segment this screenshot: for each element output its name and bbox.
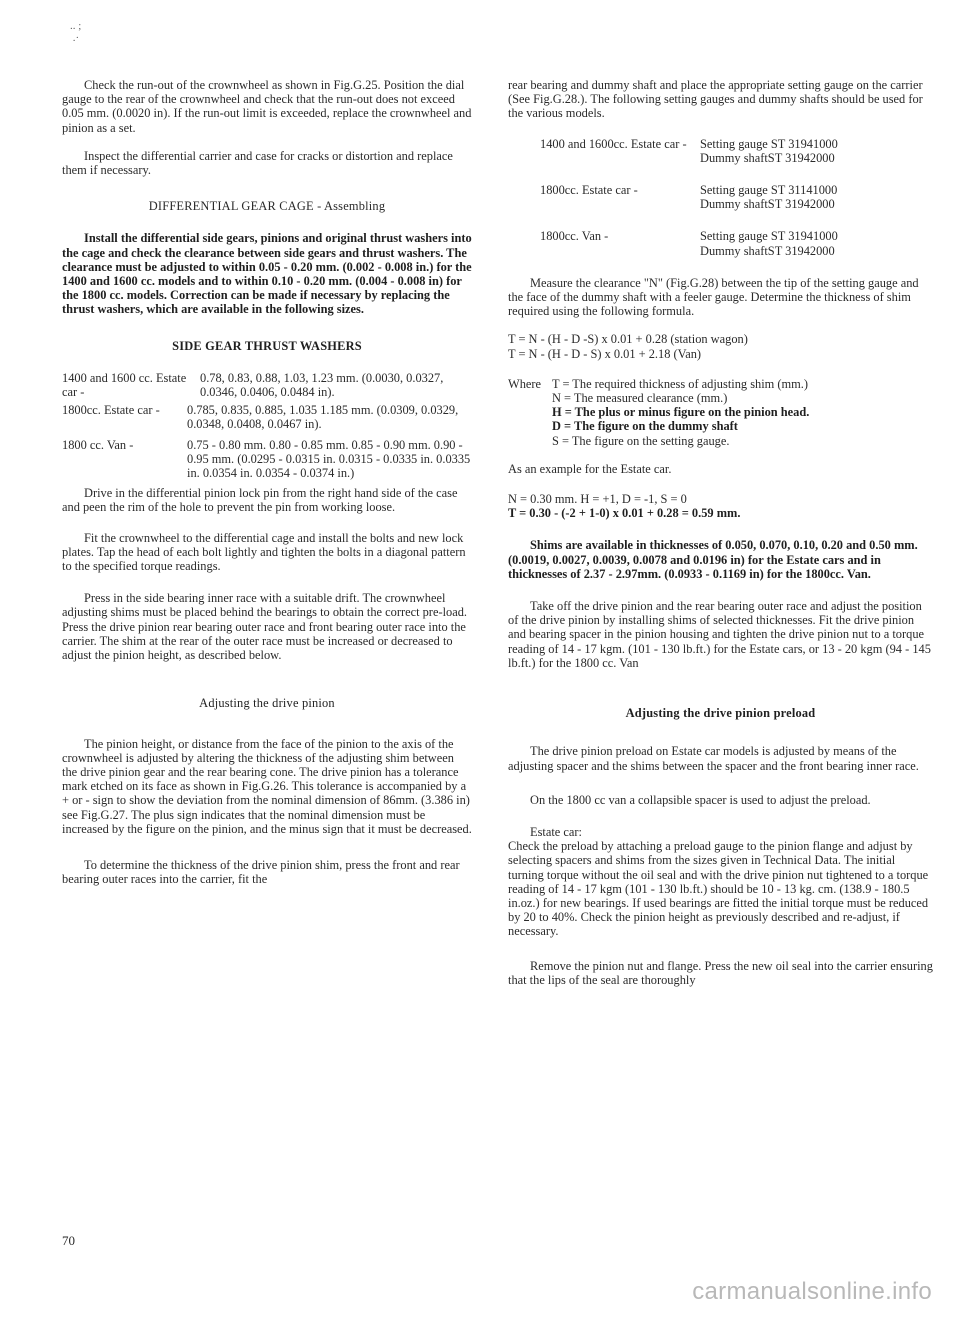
estate-car-label: Estate car: [530, 824, 582, 839]
heading-gear-cage: DIFFERENTIAL GEAR CAGE - Assembling [148, 199, 386, 214]
paragraph-fit-crownwheel: Fit the crownwheel to the differential cage and install the bolts and new lock plates. Tap the head of each bolt lightly and tighten the bolts in a diagonal pattern to the specified torque readings. [62, 530, 466, 574]
washer-sizes: 0.785, 0.835, 0.885, 1.035 1.185 mm. (0.0309, 0.0329, 0.0348, 0.0408, 0.0467 in). [187, 403, 459, 432]
formula-van: T = N - (H - D - S) x 0.01 + 2.18 (Van) [508, 346, 702, 361]
heading-pinion-preload: Adjusting the drive pinion preload [625, 706, 816, 721]
gauge-row [508, 137, 933, 165]
gauge-line: Dummy shaftST 31942000 [700, 150, 835, 165]
gauge-line: Setting gauge ST 31141000 [700, 183, 838, 198]
paragraph-setting-gauge: rear bearing and dummy shaft and place the appropriate setting gauge on the carrier (See Fig.G.28.). The following setting gauges and dummy shafts should be used for the various models. [508, 78, 923, 121]
washer-model: 1800 cc. Van - [62, 437, 134, 452]
paragraph-lock-pin: Drive in the differential pinion lock pin from the right hand side of the case and peen the rim of the hole to prevent the pin from working loose. [62, 486, 458, 515]
paragraph-preload-estate: The drive pinion preload on Estate car models is adjusted by means of the adjusting spacer and the shims between the spacer and the front bearing inner race. [508, 744, 919, 773]
example-intro: As an example for the Estate car. [508, 461, 672, 476]
gauge-line: Dummy shaftST 31942000 [700, 243, 835, 258]
example-result: T = 0.30 - (-2 + 1-0) x 0.01 + 0.28 = 0.59 mm. [508, 506, 741, 521]
paragraph-shims-available: Shims are available in thicknesses of 0.050, 0.070, 0.10, 0.20 and 0.50 mm. (0.0019, 0.0027, 0.0039, 0.0078 and 0.0196 in) for the Estate cars and in thicknesses of 2.37 - 2.97mm. (0.0933 - 0.1169 in) for the 1800cc. Van. [508, 538, 918, 581]
gauge-line: Setting gauge ST 31941000 [700, 229, 838, 244]
washer-sizes: 0.78, 0.83, 0.88, 1.03, 1.23 mm. (0.0030, 0.0327, 0.0346, 0.0406, 0.0484 in). [200, 370, 444, 400]
washer-model: 1400 and 1600 cc. Estate car - [62, 370, 187, 400]
formula-definitions [508, 377, 933, 448]
def-value: D = The figure on the dummy shaft [552, 419, 738, 434]
paragraph-install-side-gears: Install the differential side gears, pinions and original thrust washers into the cage and check the clearance between side gears and thrust washers. The clearance must be adjusted to within 0.05 - 0.20 mm. (0.002 - 0.008 in.) for the 1400 and 1600 cc. models and to within 0.10 - 0.20 mm. (0.004 - 0.008 in) for the 1800 cc. models. Correction can be made if necessary by replacing the thrust washers, which are available in the following sizes. [62, 231, 472, 317]
paragraph-inspect-carrier: Inspect the differential carrier and case for cracks or distortion and replace them if necessary. [62, 148, 453, 178]
heading-adjust-pinion: Adjusting the drive pinion [199, 696, 335, 711]
paragraph-oil-seal: Remove the pinion nut and flange. Press the new oil seal into the carrier ensuring that the lips of the seal are thoroughly [508, 958, 933, 987]
example-values: N = 0.30 mm. H = +1, D = -1, S = 0 [508, 492, 687, 507]
def-key [508, 434, 552, 448]
right-column [508, 78, 933, 1001]
page-number: 70 [62, 1233, 75, 1248]
gauge-parts [700, 137, 933, 165]
def-value: H = The plus or minus figure on the pinion head. [552, 405, 810, 420]
scan-mark: .. ; .· [70, 20, 82, 44]
heading-thrust-washers: SIDE GEAR THRUST WASHERS [172, 338, 362, 353]
paragraph-pinion-height: The pinion height, or distance from the face of the pinion to the axis of the crownwheel is adjusted by altering the thickness of the adjusting shim between the drive pinion gear and the rear bearing cone. The drive pinion has a tolerance mark etched on its face as shown in Fig.G.26. This tolerance is accompanied by a + or - sign to show the deviation from the nominal dimension of 86mm. (3.386 in) see Fig.G.27. The plus sign indicates that the nominal dimension must be increased by the figure on the pinion, and the minus sign that it must be decreased. [62, 736, 472, 836]
left-column [62, 78, 472, 900]
formula-station-wagon: T = N - (H - D -S) x 0.01 + 0.28 (station wagon) [508, 332, 748, 347]
gauge-line: Dummy shaftST 31942000 [700, 197, 835, 212]
washer-row [62, 438, 472, 481]
paragraph-collapsible-spacer: On the 1800 cc van a collapsible spacer is used to adjust the preload. [530, 792, 871, 807]
paragraph-side-bearing: Press in the side bearing inner race with a suitable drift. The crownwheel adjusting shims must be placed behind the bearings to obtain the correct pre-load. Press the drive pinion rear bearing outer race and front bearing outer race into the carrier. The shim at the rear of the outer race must be increased or decreased to adjust the pinion height, as described below. [62, 591, 467, 663]
estate-car-text: Check the preload by attaching a preload gauge to the pinion flange and adjust by selecting spacers and shims from the sizes given in Technical Data. The initial turning torque without the oil seal and with the drive pinion nut tightened to a torque reading of 14 - 17 kgm (101 - 130 lb.ft.) should be 10 - 13 kg. cm. (138.9 - 180.5 in.oz.) for new bearings. If used bearings are fitted the initial torque must be reduced by 20 to 40%. Check the pinion height as previously described and re-adjust, if necessary. [508, 839, 929, 939]
paragraph-estate-preload-check [508, 825, 933, 939]
washer-sizes: 0.75 - 0.80 mm. 0.80 - 0.85 mm. 0.85 - 0.90 mm. 0.90 - 0.95 mm. (0.0295 - 0.0315 in. 0.0315 - 0.0335 in. 0.0335 in. 0.0354 in. 0.0354 - 0.0374 in.) [187, 437, 471, 481]
def-key [508, 419, 552, 433]
washer-row [62, 371, 472, 399]
gauge-row [508, 183, 933, 211]
paragraph-measure-clearance: Measure the clearance "N" (Fig.G.28) between the tip of the setting gauge and the face of the dummy shaft with a feeler gauge. Determine the thickness of shim required using the following formula. [508, 275, 919, 319]
watermark-logo: carmanualsonline.info [692, 1278, 932, 1305]
paragraph-shim-thickness: To determine the thickness of the drive pinion shim, press the front and rear bearing outer races into the carrier, fit the [62, 857, 460, 887]
paragraph-take-off-pinion: Take off the drive pinion and the rear bearing outer race and adjust the position of the drive pinion by installing shims of selected thicknesses. Fit the drive pinion and bearing spacer in the pinion housing and tighten the drive pinion nut to a torque reading of 14 - 17 kgm. (101 - 130 lb.ft.) for the Estate cars, or 13 - 20 kgm (94 - 145 lb.ft.) for the 1800 cc. Van [508, 599, 931, 670]
gauge-model: 1800cc. Van - [540, 229, 609, 244]
def-key [508, 405, 552, 419]
paragraph-runout: Check the run-out of the crownwheel as shown in Fig.G.25. Position the dial gauge to the rear of the crownwheel and check that the run-out does not exceed 0.05 mm. (0.0020 in). If the run-out limit is exceeded, replace the crownwheel and pinion as a set. [62, 78, 472, 135]
gauge-model: 1400 and 1600cc. Estate car - [540, 136, 687, 151]
gauge-model: 1800cc. Estate car - [540, 183, 638, 198]
gauge-line: Setting gauge ST 31941000 [700, 136, 838, 151]
def-key [508, 391, 552, 405]
def-value: S = The figure on the setting gauge. [552, 433, 730, 448]
gauge-row [508, 229, 933, 257]
washer-row [62, 403, 472, 431]
washer-model: 1800cc. Estate car - [62, 403, 160, 418]
def-value: N = The measured clearance (mm.) [552, 391, 728, 406]
def-key: Where [508, 376, 542, 391]
gauge-parts [700, 183, 933, 211]
gauge-parts [700, 229, 933, 257]
def-value: T = The required thickness of adjusting shim (mm.) [552, 376, 809, 391]
